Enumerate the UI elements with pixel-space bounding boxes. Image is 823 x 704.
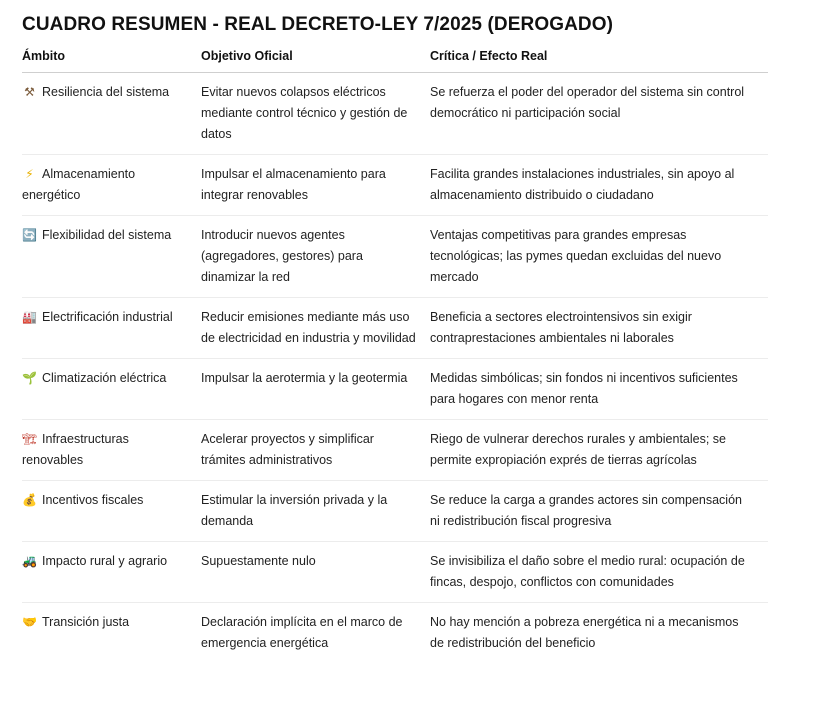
table-row (22, 420, 768, 481)
table-row (22, 155, 768, 216)
cell-critica: Riego de vulnerar derechos rurales y ambientales; se permite expropiación exprés de tierras agrícolas (430, 420, 768, 481)
cycle-arrows-icon: 🔄 (22, 228, 37, 242)
tools-icon: ⚒ (24, 85, 35, 99)
cell-objetivo: Evitar nuevos colapsos eléctricos mediante control técnico y gestión de datos (201, 73, 430, 155)
table-header (22, 46, 768, 73)
cell-objetivo: Introducir nuevos agentes (agregadores, gestores) para dinamizar la red (201, 216, 430, 298)
table-row (22, 603, 768, 664)
cell-ambito (22, 603, 201, 664)
ambito-label: Resiliencia del sistema (42, 85, 170, 99)
ambito-label: Infraestructuras renovables (22, 432, 129, 467)
table-row (22, 73, 768, 155)
table-row (22, 481, 768, 542)
ambito-label: Climatización eléctrica (42, 371, 167, 385)
ambito-label: Transición justa (42, 615, 130, 629)
cell-ambito (22, 420, 201, 481)
cell-critica: Se invisibiliza el daño sobre el medio rural: ocupación de fincas, despojo, conflictos con comunidades (430, 542, 768, 603)
table-row (22, 298, 768, 359)
table-row (22, 542, 768, 603)
cell-objetivo: Reducir emisiones mediante más uso de electricidad en industria y movilidad (201, 298, 430, 359)
cell-objetivo: Declaración implícita en el marco de emergencia energética (201, 615, 403, 650)
cell-objetivo: Acelerar proyectos y simplificar trámites administrativos (201, 420, 430, 481)
header-row (22, 46, 768, 73)
table-body (22, 73, 768, 664)
cell-critica: Beneficia a sectores electrointensivos sin exigir contraprestaciones ambientales ni laborales (430, 298, 768, 359)
construction-icon: 🏗 (22, 432, 38, 446)
factory-icon: 🏭 (22, 310, 37, 324)
ambito-label: Almacenamiento energético (22, 167, 136, 202)
summary-table (22, 46, 768, 663)
cell-ambito (22, 542, 201, 603)
cell-objetivo: Estimular la inversión privada y la demanda (201, 481, 430, 542)
cell-ambito (22, 216, 201, 298)
sprout-icon: 🌱 (22, 371, 37, 385)
cell-critica: Facilita grandes instalaciones industriales, sin apoyo al almacenamiento distribuido o ciudadano (430, 155, 768, 216)
page-title: CUADRO RESUMEN - REAL DECRETO-LEY 7/2025 (DEROGADO) (22, 14, 614, 35)
lightning-icon: ⚡ (25, 167, 34, 181)
table-row (22, 216, 768, 298)
cell-critica: Se refuerza el poder del operador del sistema sin control democrático ni participación social (430, 73, 768, 155)
ambito-label: Incentivos fiscales (42, 493, 144, 507)
cell-objetivo: Supuestamente nulo (201, 542, 430, 603)
column-header-objetivo: Objetivo Oficial (201, 46, 430, 73)
cell-ambito (22, 359, 201, 420)
ambito-label: Impacto rural y agrario (42, 554, 168, 568)
money-bag-icon: 💰 (22, 493, 37, 507)
cell-objetivo: Impulsar el almacenamiento para integrar renovables (201, 155, 430, 216)
column-header-ambito: Ámbito (22, 46, 201, 73)
cell-ambito (22, 298, 201, 359)
cell-critica: No hay mención a pobreza energética ni a mecanismos de redistribución del beneficio (430, 615, 739, 650)
cell-critica: Se reduce la carga a grandes actores sin compensación ni redistribución fiscal progresiva (430, 481, 768, 542)
cell-critica: Ventajas competitivas para grandes empresas tecnológicas; las pymes quedan excluidas del nuevo mercado (430, 216, 768, 298)
cell-ambito (22, 155, 201, 216)
tractor-icon: 🚜 (22, 554, 37, 568)
table-row (22, 359, 768, 420)
cell-objetivo: Impulsar la aerotermia y la geotermia (201, 359, 430, 420)
column-header-critica: Crítica / Efecto Real (430, 46, 768, 73)
ambito-label: Flexibilidad del sistema (42, 228, 172, 242)
cell-ambito (22, 73, 201, 155)
ambito-label: Electrificación industrial (42, 310, 173, 324)
cell-critica: Medidas simbólicas; sin fondos ni incentivos suficientes para hogares con menor renta (430, 359, 768, 420)
handshake-icon: 🤝 (22, 615, 37, 629)
cell-ambito (22, 481, 201, 542)
